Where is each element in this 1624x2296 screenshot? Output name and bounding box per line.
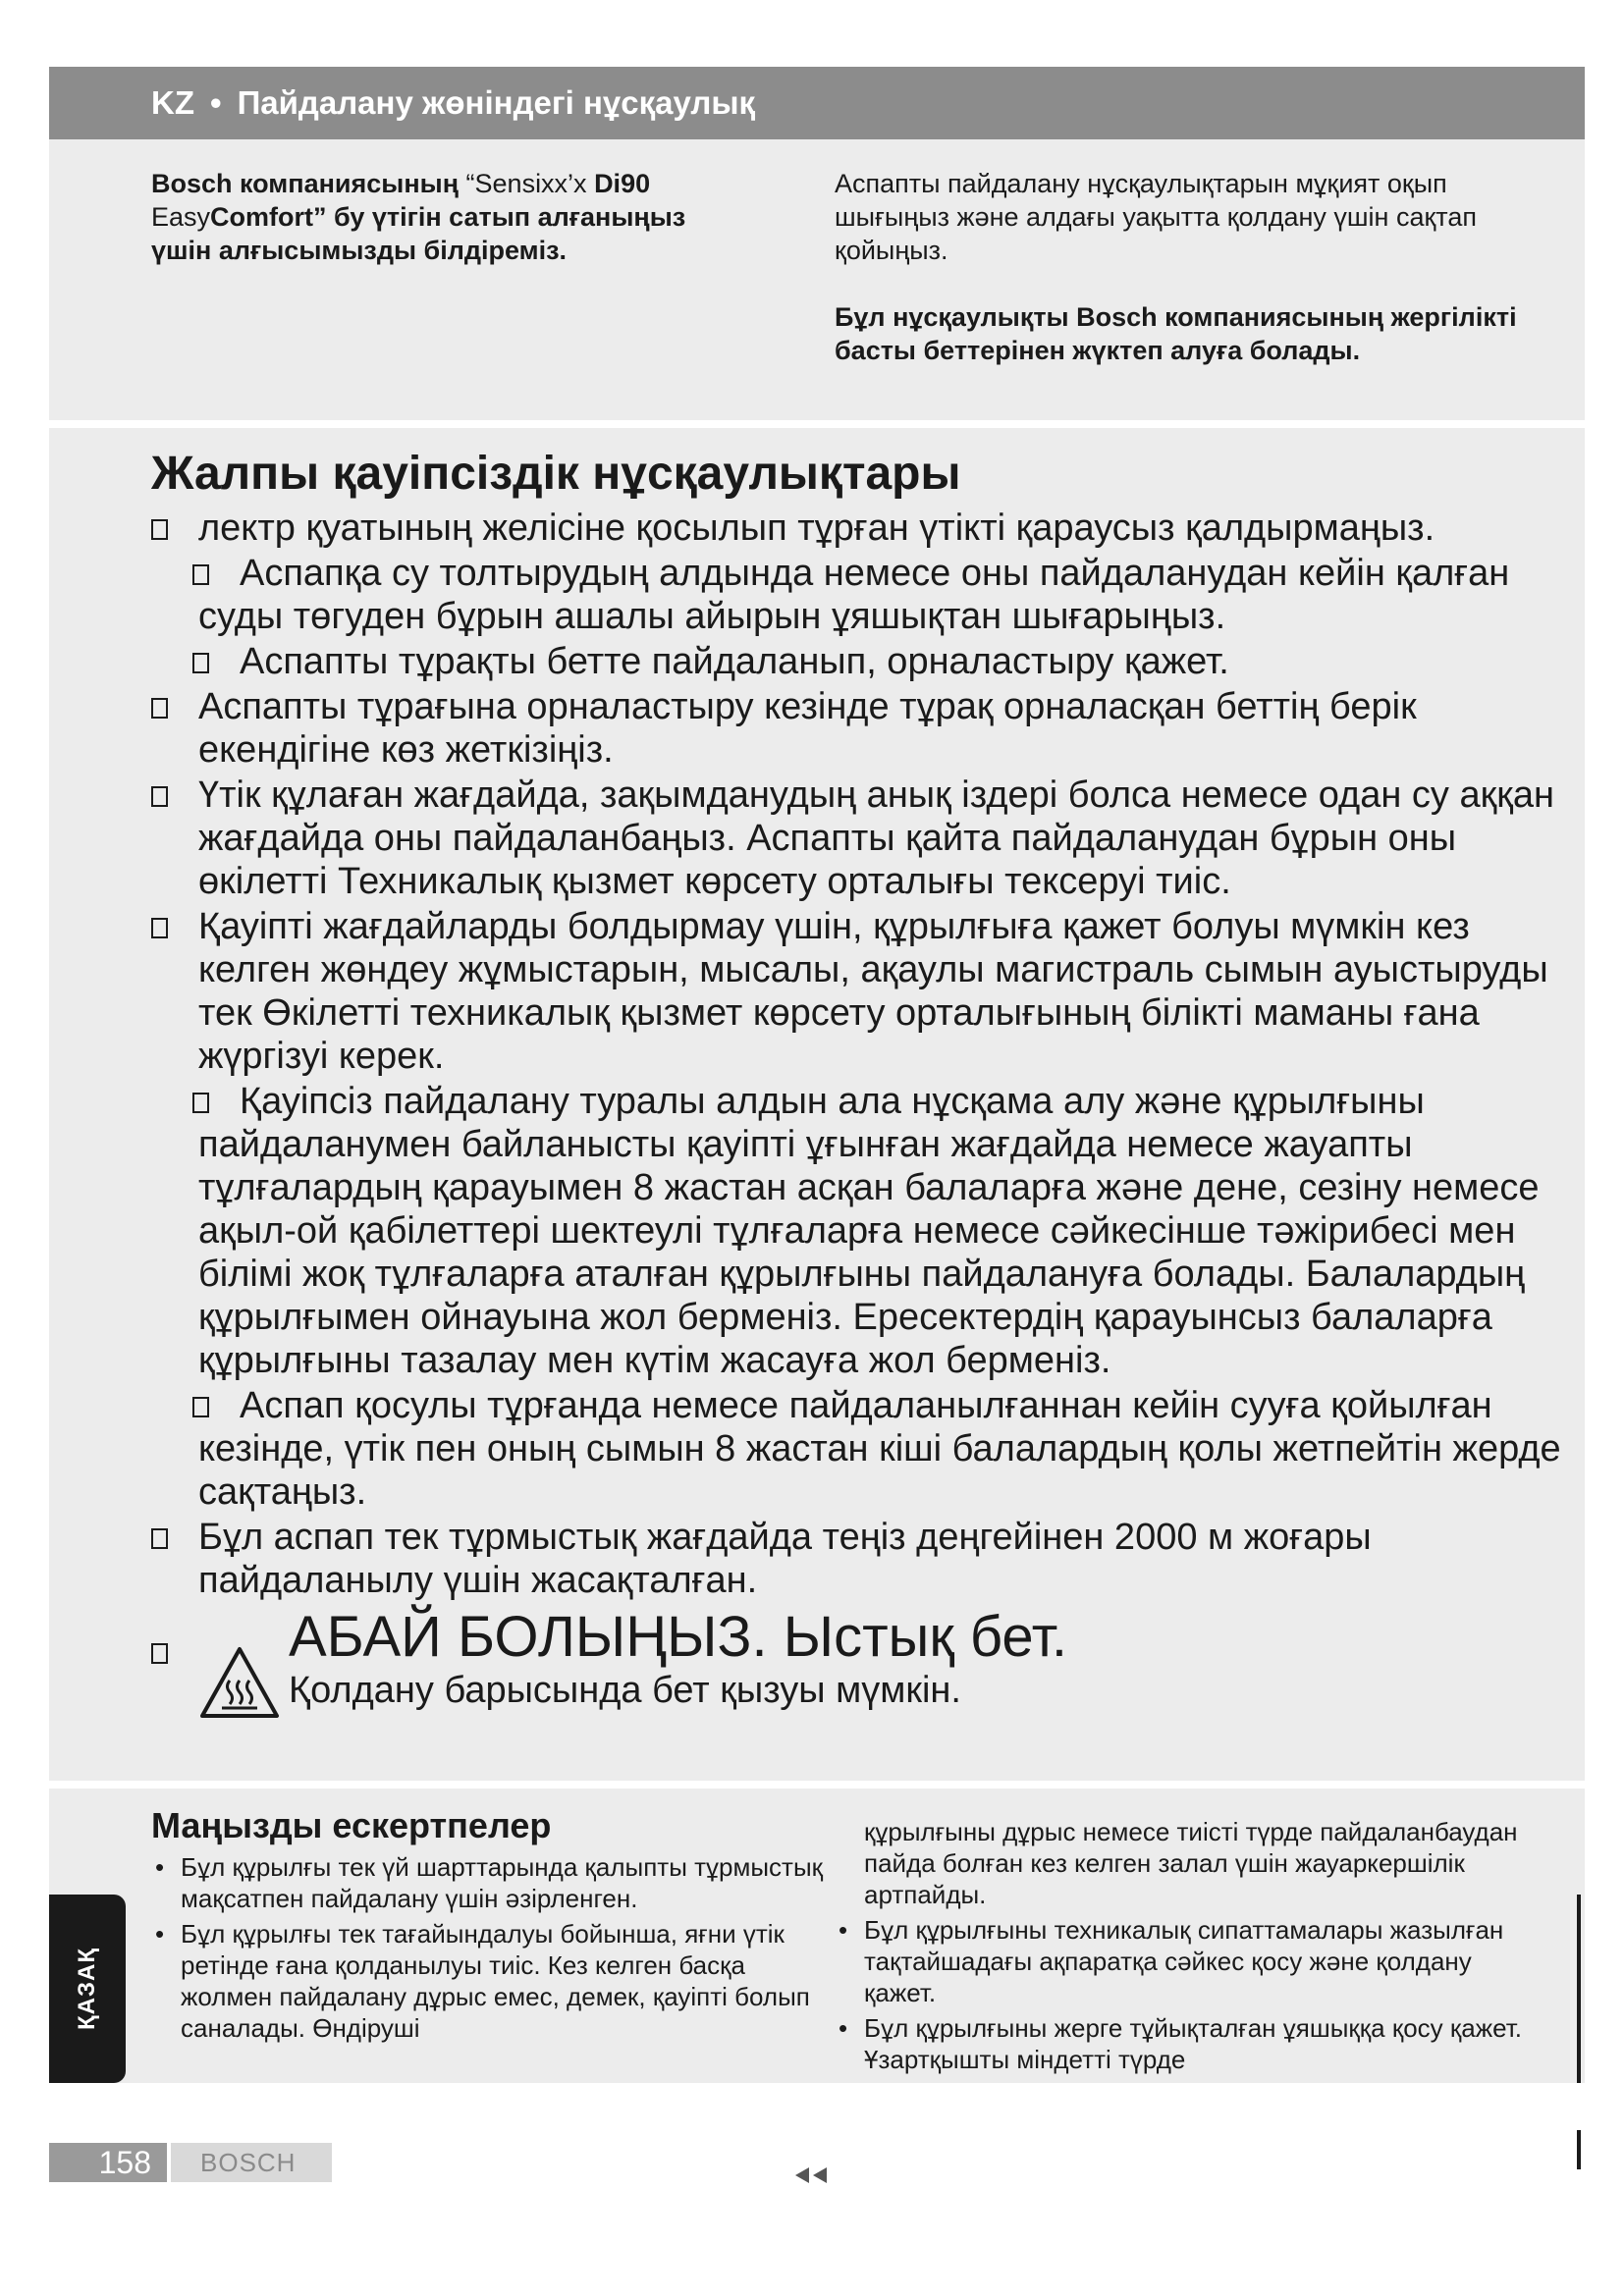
language-side-tab: [49, 1895, 126, 2083]
safety-item-text: Аспап қосулы тұрғанда немесе пайдаланылғаннан кейін сууға қойылған кезінде, үтік пен оның сымын 8 жастан кіші балалардың қолы жетпейтін жерде сақтаңыз.: [198, 1385, 1561, 1513]
intro-model: “Sensixx’x: [465, 169, 595, 198]
intro-thanks: [151, 167, 780, 267]
safety-item-text: лектр қуатының желісіне қосылып тұрған үтікті қараусыз қалдырмаңыз.: [198, 507, 1435, 549]
safety-panel: [49, 428, 1585, 1781]
checkbox-bullet-icon: [192, 653, 209, 673]
margin-rule-footer: [1577, 2130, 1581, 2169]
intro-comfort: Comfort” бу үтігін сатып алғаныңыз: [210, 202, 686, 232]
notes-continued-text: құрылғыны дұрыс немесе тиісті түрде пайдаланбаудан пайда болған кез келген залал үшін жауаркершілік артпайды.: [864, 1817, 1518, 1909]
notes-bullet: [835, 1914, 1522, 2008]
notes-panel: [49, 1789, 1585, 2083]
checkbox-bullet-icon: [151, 918, 168, 938]
checkbox-bullet-icon: [192, 1093, 209, 1113]
intro-read-instructions: Аспапты пайдалану нұсқаулықтарын мұқият оқып шығыңыз және алдағы уақытта қолдану үшін сақтап қойыңыз.: [835, 169, 1477, 265]
notes-bullet-text: Бұл құрылғыны техникалық сипаттамалары жазылған тақтайшадағы ақпаратқа сәйкес қосу және қолдану қажет.: [864, 1915, 1504, 2007]
brand-label: BOSCH: [171, 2143, 332, 2182]
intro-model-bold: Di90: [594, 169, 651, 198]
notes-title: Маңызды ескертпелер: [151, 1805, 552, 1845]
checkbox-bullet-icon: [151, 1528, 168, 1549]
checkbox-bullet-icon: [151, 698, 168, 719]
safety-item-text: Аспапқа су толтырудың алдында немесе оны пайдаланудан кейін қалған суды төгуден бұрын ашалы айырын ұяшықтан шығарыңыз.: [198, 553, 1510, 637]
notes-bullet-text: Бұл құрылғыны жерге тұйықталған ұяшыққа қосу қажет. Ұзартқышты міндетті түрде: [864, 2013, 1522, 2074]
hot-surface-warning-icon: [198, 1645, 281, 1720]
intro-brand: Bosch компаниясының: [151, 169, 466, 198]
intro-download-note: Бұл нұсқаулықты Bosch компаниясының жергілікті басты беттерінен жүктеп алуға болады.: [835, 302, 1517, 365]
notes-continued: [835, 1816, 1522, 1910]
notes-bullet: [835, 2012, 1522, 2075]
safety-item: [151, 552, 1565, 638]
page-number: 158: [49, 2143, 167, 2182]
safety-item: [151, 507, 1565, 550]
intro-right: [835, 167, 1522, 400]
warning-title: АБАЙ БОЛЫҢЫЗ. Ыстық бет.: [289, 1605, 1067, 1669]
intro-panel: [49, 139, 1585, 420]
hot-surface-warning: [151, 1606, 1565, 1724]
nav-arrows-icon[interactable]: [791, 2165, 831, 2185]
intro-thanks-end: үшін алғысымызды білдіреміз.: [151, 236, 568, 265]
checkbox-bullet-icon: [151, 786, 168, 807]
safety-item: [151, 905, 1565, 1078]
safety-item: [151, 774, 1565, 903]
checkbox-bullet-icon: [151, 519, 168, 540]
intro-easy: Easy: [151, 202, 211, 232]
notes-right-column: [835, 1816, 1522, 2079]
safety-item-text: Қауіпті жағдайларды болдырмау үшін, құрылғыға қажет болуы мүмкін кез келген жөндеу жұмыстарын, мысалы, ақаулы магистраль сымын ауыстыруды тек Өкілетті техникалық қызмет көрсету орталығының білікті маманы ғана жүргізуі керек.: [198, 906, 1548, 1077]
safety-item: [151, 1384, 1565, 1514]
bullet-dot: •: [155, 1852, 165, 1882]
safety-item: [151, 685, 1565, 772]
side-tab-label: ҚАЗАҚ: [74, 1948, 100, 2030]
header-lang: KZ: [151, 84, 194, 121]
header-bar: [49, 67, 1585, 139]
safety-item-text: Қауіпсіз пайдалану туралы алдын ала нұсқама алу және құрылғыны пайдаланумен байланысты қауіпті ұғынған жағдайда немесе жауапты тұлғалардың қарауымен 8 жастан асқан балаларға және дене, сезіну немесе ақыл-ой қабілеттері шектеулі тұлғаларға немесе сәйкесінше тәжірибесі мен білімі жоқ тұлғаларға аталған құрылғыны пайдалануға болады. Балалардың құрылғымен ойнауына жол берменіз. Ересектердің қарауынсыз балаларға құрылғыны тазалау мен күтім жасауға жол берменіз.: [198, 1081, 1540, 1381]
warning-subtitle: Қолдану барысында бет қызуы мүмкін.: [289, 1670, 961, 1711]
safety-list: [151, 507, 1565, 1724]
notes-bullet: [151, 1918, 829, 2044]
safety-item-text: Бұл аспап тек тұрмыстық жағдайда теңіз деңгейінен 2000 м жоғары пайдаланылу үшін жасақталған.: [198, 1517, 1372, 1601]
notes-bullet-text: Бұл құрылғы тек тағайындалуы бойынша, яғни үтік ретінде ғана қолданылуы тиіс. Кез келген басқа жолмен пайдалану дұрыс емес, демек, қауіпті болып саналады. Өндіруші: [181, 1919, 810, 2043]
checkbox-bullet-icon: [192, 1397, 209, 1417]
bullet-dot: •: [839, 1915, 848, 1945]
checkbox-bullet-icon: [192, 564, 209, 585]
safety-item-text: Аспапты тұрағына орналастыру кезінде тұрақ орналасқан беттің берік екендігіне көз жеткізіңіз.: [198, 686, 1417, 771]
safety-item-text: Аспапты тұрақты бетте пайдаланып, орналастыру қажет.: [240, 641, 1229, 682]
safety-item: [151, 1516, 1565, 1602]
safety-item-text: Үтік құлаған жағдайда, зақымданудың анық іздері болса немесе одан су аққан жағдайда оны пайдаланбаңыз. Аспапты қайта пайдаланудан бұрын оны өкілетті Техникалық қызмет көрсету орталығы тексеруі тиіс.: [198, 774, 1554, 902]
margin-rule: [1577, 1895, 1581, 2083]
safety-item: [151, 640, 1565, 683]
header-title: Пайдалану жөніндегі нұсқаулық: [237, 84, 756, 121]
notes-left-column: [151, 1851, 829, 2048]
checkbox-bullet-icon: [151, 1643, 168, 1664]
safety-item: [151, 1080, 1565, 1382]
notes-bullet: [151, 1851, 829, 1914]
safety-title: Жалпы қауіпсіздік нұсқаулықтары: [151, 448, 961, 500]
notes-bullet-text: Бұл құрылғы тек үй шарттарында қалыпты тұрмыстық мақсатпен пайдалану үшін әзірленген.: [181, 1852, 824, 1913]
bullet-dot: •: [155, 1919, 165, 1949]
header-separator: •: [210, 84, 222, 121]
bullet-dot: •: [839, 2013, 848, 2043]
